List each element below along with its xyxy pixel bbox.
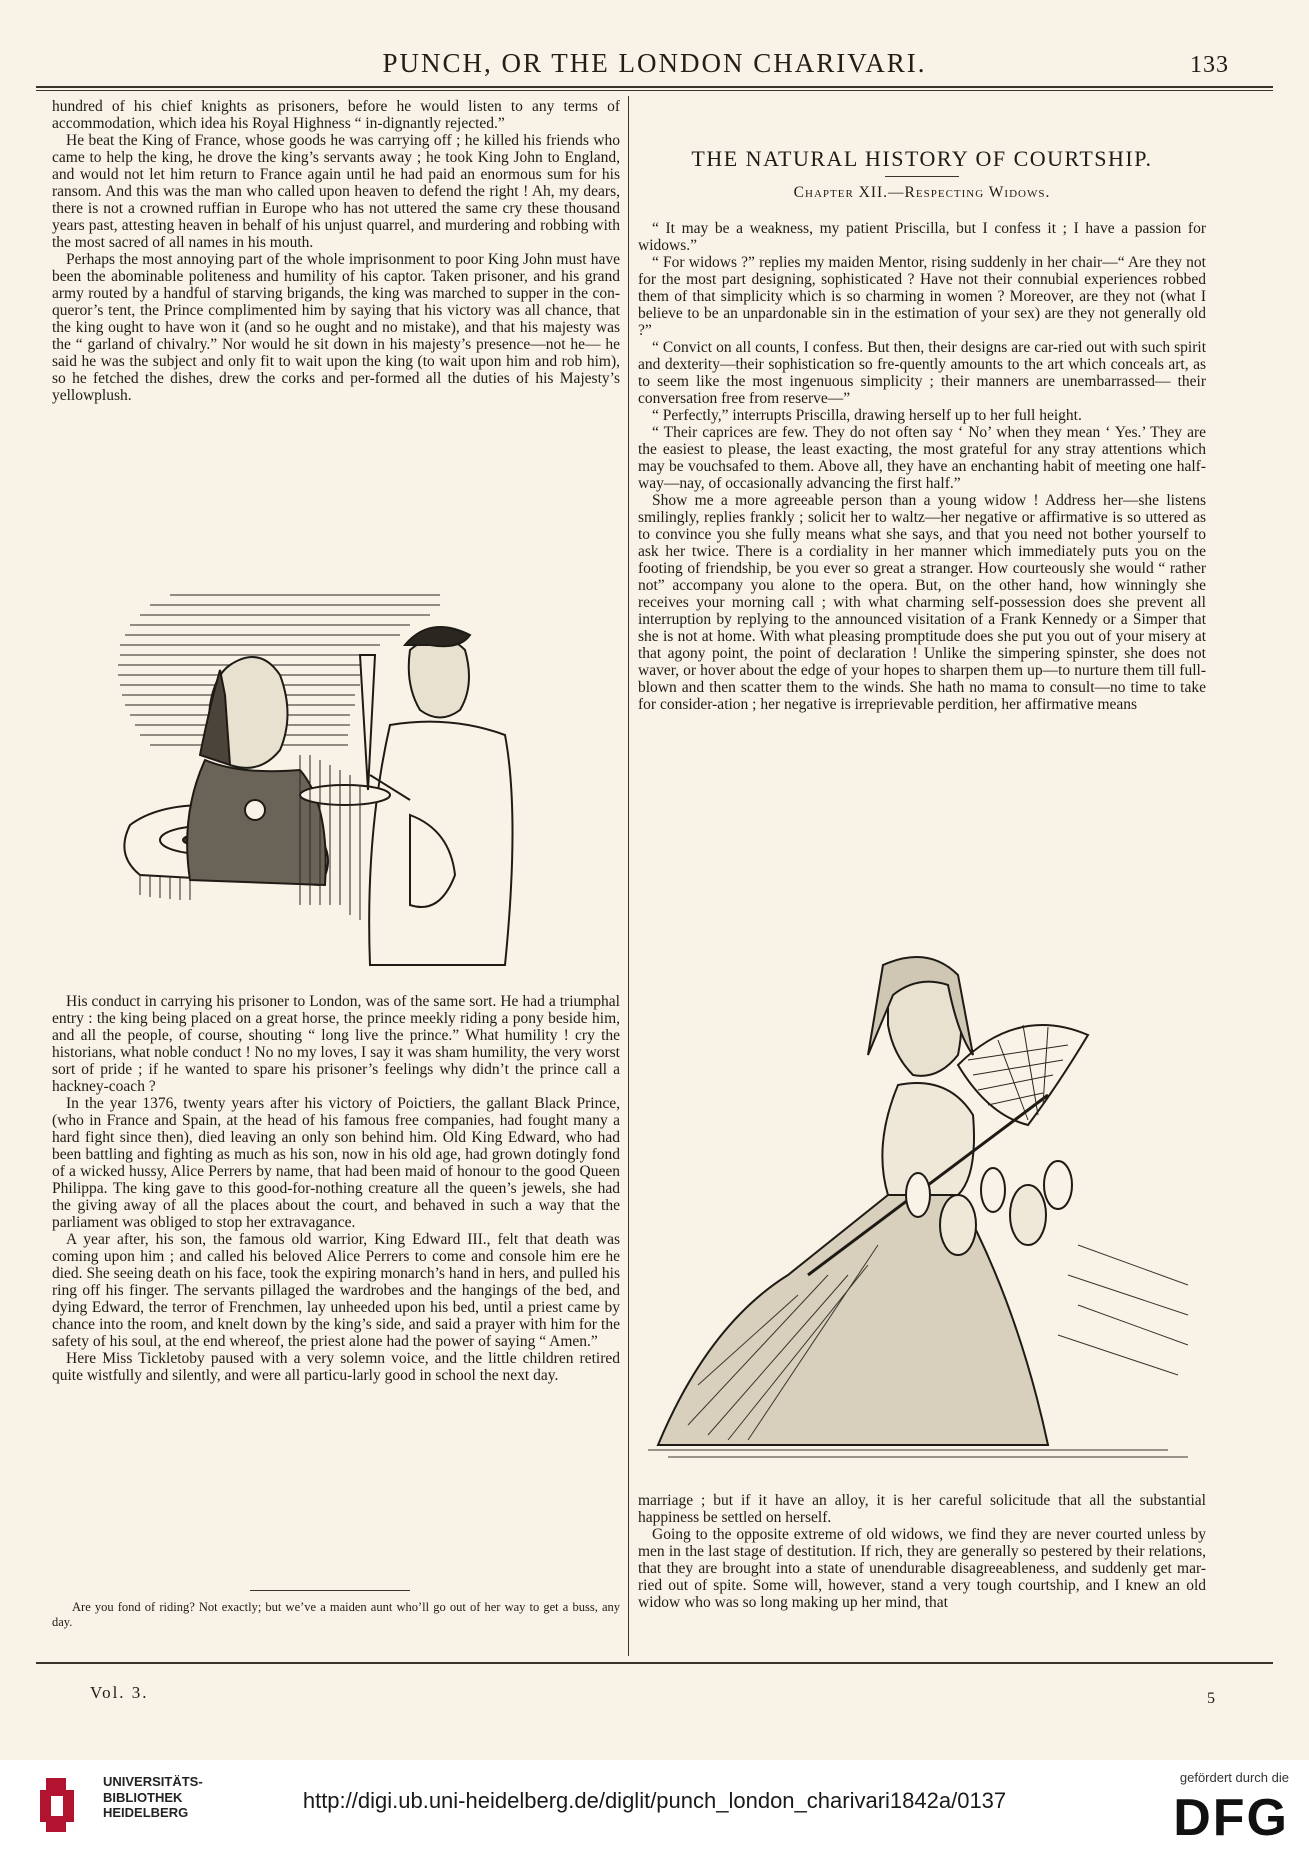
- net-mesh: [968, 1025, 1068, 1120]
- right-column-bottom: [638, 1492, 1206, 1652]
- serving-dish: [300, 785, 390, 805]
- paragraph: “ Perfectly,” interrupts Priscilla, drawing herself up to her full height.: [652, 407, 1082, 424]
- paragraph: Here Miss Tickletoby paused with a very solemn voice, and the little children retired quite wistfully and silently, and were all particu-larly good in school the next day.: [52, 1350, 620, 1384]
- funding-text: gefördert durch die: [1179, 1770, 1289, 1785]
- king-robe: [187, 760, 326, 885]
- article-title: THE NATURAL HISTORY OF COURTSHIP.: [691, 146, 1153, 171]
- paragraph: Going to the opposite extreme of old widows, we find they are never courted unless by men in the last stage of destitution. If rich, they are generally so pestered by their relations, that they are brought into a state of unendurable disagreeableness, and suddenly get mar-ried out of spite. Some will, however, stand a very tough courtship, and I knew an old widow who was so long making up her mind, that: [638, 1526, 1206, 1611]
- title-rule: [885, 176, 959, 177]
- prince-serving-king-illustration: [110, 575, 610, 975]
- prince-head: [409, 638, 469, 718]
- widow-skirt: [658, 1195, 1048, 1445]
- paragraph: His conduct in carrying his prisoner to London, was of the same sort. He had a triumphal entry : the king being placed on a great horse, the prince meekly riding a pony beside him, and all the people, of course, shouting “ long live the prince.” What humility ! cry the historians, what noble conduct ! No no my loves, I say it was sham humility, the very worst sort of pride ; if he wanted to spare his prisoner’s feelings why didn’t the prince call a hackney-coach ?: [52, 993, 620, 1095]
- paragraph: “ Their caprices are few. They do not often say ‘ No’ when they mean ‘ Yes.’ They are the easiest to please, the least exacting, the most grateful for any stray attentions which may be vouchsafed to them. Above all, they have an enchanting habit of meeting one half-way—nay, of occasionally advancing the first half.”: [638, 424, 1206, 492]
- volume-label: Vol. 3.: [90, 1683, 149, 1702]
- signature-mark: 5: [1207, 1690, 1215, 1707]
- paragraph: Perhaps the most annoying part of the whole imprisonment to poor King John must have been the abominable politeness and humility of his captor. Taken prisoner, and his grand army routed by a handful of starving brigands, the king was marched to supper in the con-queror’s tent, the Prince complimented him by saying that his victory was all chance, that the king ought to have won it (and so he ought and no mistake), and that his majesty was the “ garland of chivalry.” Nor would he sit down in his majesty’s presence—not he— he said he was the subject and only fit to wait upon the king (to wait upon him and rob him), so he fetched the dishes, drew the corks and per-formed all the duties of his Majesty’s yellowplush.: [52, 251, 620, 404]
- right-column-top: [638, 220, 1206, 940]
- library-name: UNIVERSITÄTS- BIBLIOTHEK HEIDELBERG: [103, 1774, 203, 1820]
- running-title: PUNCH, OR THE LONDON CHARIVARI.: [382, 48, 927, 78]
- chapter-heading: Chapter XII.—Respecting Widows.: [793, 184, 1051, 201]
- footer-rule: [36, 1662, 1273, 1664]
- header-rule-thin: [36, 90, 1273, 91]
- paragraph: “ It may be a weakness, my patient Priscilla, but I confess it ; I have a passion for widows.”: [638, 220, 1206, 254]
- left-column-bottom: [52, 993, 620, 1577]
- library-bar: [0, 1760, 1309, 1853]
- header-rule: [36, 86, 1273, 88]
- paragraph: “ Convict on all counts, I confess. But then, their designs are car-ried out with such spirit and dexterity—their sophistication so fre-quently amounts to the art which conceals art, as to seem like the most ingenuous simplicity ; their manners are unembarrassed— their conversation free from reserve—”: [638, 339, 1206, 407]
- footnote: Are you fond of riding? Not exactly; but we’ve a maiden aunt who’ll go out of her way to get a buss, any day.: [52, 1600, 620, 1629]
- paragraph: Show me a more agreeable person than a young widow ! Address her—she listens smilingly, replies frankly ; solicit her to waltz—her negative or affirmative is so uttered as to convince you she fully means what she says, and that you need not bother yourself to ask her twice. There is a cordiality in her manner which immediately puts you on the footing of friendship, be you ever so great a stranger. How courteously she would “ rather not” accompany you alone to the opera. But, on the other hand, how winningly she receives your morning call ; with what charming self-possession does she prevent all interruption by replying to the announced visitation of a Frank Kennedy or a Simper that she is not at home. With what pleasing promptitude does she put you out of your misery at that agony point, the point of declaration ! Unlike the simpering spinster, she does not waver, or hover about the edge of your hopes to sharpen them up—to nurture them till full-blown and then scatter them to the winds. She hath no mama to consult—no time to take for consider-ation ; her negative is irreprievable perdition, her affirmative means: [638, 492, 1206, 713]
- butterfly-net: [958, 1025, 1088, 1125]
- paragraph: He beat the King of France, whose goods he was carrying off ; he killed his friends who came to help the king, he drove the king’s servants away ; he took King John to England, and would not let him return to France again until he had paid an enormous sum for his ransom. And this was the man who called upon heaven to defend the right ! Ah, my dears, there is not a crowned ruffian in Europe who has not uttered the same cry these thousand years past, attesting heaven in behalf of his unjust quarrel, and murdering and robbing with the most sacred of all names in his mouth.: [52, 132, 620, 251]
- page-number: 133: [1190, 52, 1229, 78]
- paragraph: hundred of his chief knights as prisoners, before he would listen to any terms of accommodation, which idea his Royal Highness “ in-dignantly rejected.”: [52, 98, 620, 132]
- tiny-suitor-left: [940, 1195, 976, 1255]
- left-column-top: [52, 98, 620, 550]
- paragraph: marriage ; but if it have an alloy, it is her careful solicitude that all the substantial happiness be settled on herself.: [638, 1492, 1206, 1526]
- wine-glass: [360, 655, 375, 790]
- dfg-logo: DFG: [1173, 1789, 1289, 1847]
- widow-with-net-illustration: [628, 945, 1208, 1465]
- prince-hair: [405, 627, 470, 646]
- paragraph: “ For widows ?” replies my maiden Mentor, rising suddenly in her chair—“ Are they not for the most part designing, sophisticated ? Have not their connubial experiences robbed them of that simplicity which is so charming in women ? Moreover, are they not (what I believe to be an unpardonable sin in the estimation of your sex) are they not generally old ?”: [638, 254, 1206, 339]
- tiny-suitor-right: [1010, 1185, 1046, 1245]
- paragraph: A year after, his son, the famous old warrior, King Edward III., felt that death was coming upon him ; and called his beloved Alice Perrers to come and console him ere he died. She seeing death on his face, took the expiring monarch’s hand in hers, and pulled his ring off his finger. The servants pillaged the wardrobes and the hangings of the bed, and dying Edward, the terror of Frenchmen, lay unheeded upon his bed, until a priest came by chance into the room, and knelt down by the king’s side, and said a prayer with him for the safety of his soul, at the end whereof, the priest alone had the power of saying “ Amen.”: [52, 1231, 620, 1350]
- widow-bodice: [882, 1083, 974, 1195]
- paragraph: In the year 1376, twenty years after his victory of Poictiers, the gallant Black Prince, (who in France and Spain, at the head of his famous free companies, had fought many a hard fight since then), died leaving an only son behind him. Old King Edward, who had been battling and fighting as much as his son, now in his old age, had grown dotingly fond of a wicked hussy, Alice Perrers by name, that had been maid of honour to the good Queen Philippa. The king gave to this good-for-nothing creature all the queen’s jewels, she had the giving away of all the places about the court, and behaved in such a way that the parliament was obliged to stop her extravagance.: [52, 1095, 620, 1231]
- footnote-rule: [250, 1590, 410, 1591]
- source-url[interactable]: http://digi.ub.uni-heidelberg.de/diglit/punch_london_charivari1842a/0137: [302, 1788, 1007, 1813]
